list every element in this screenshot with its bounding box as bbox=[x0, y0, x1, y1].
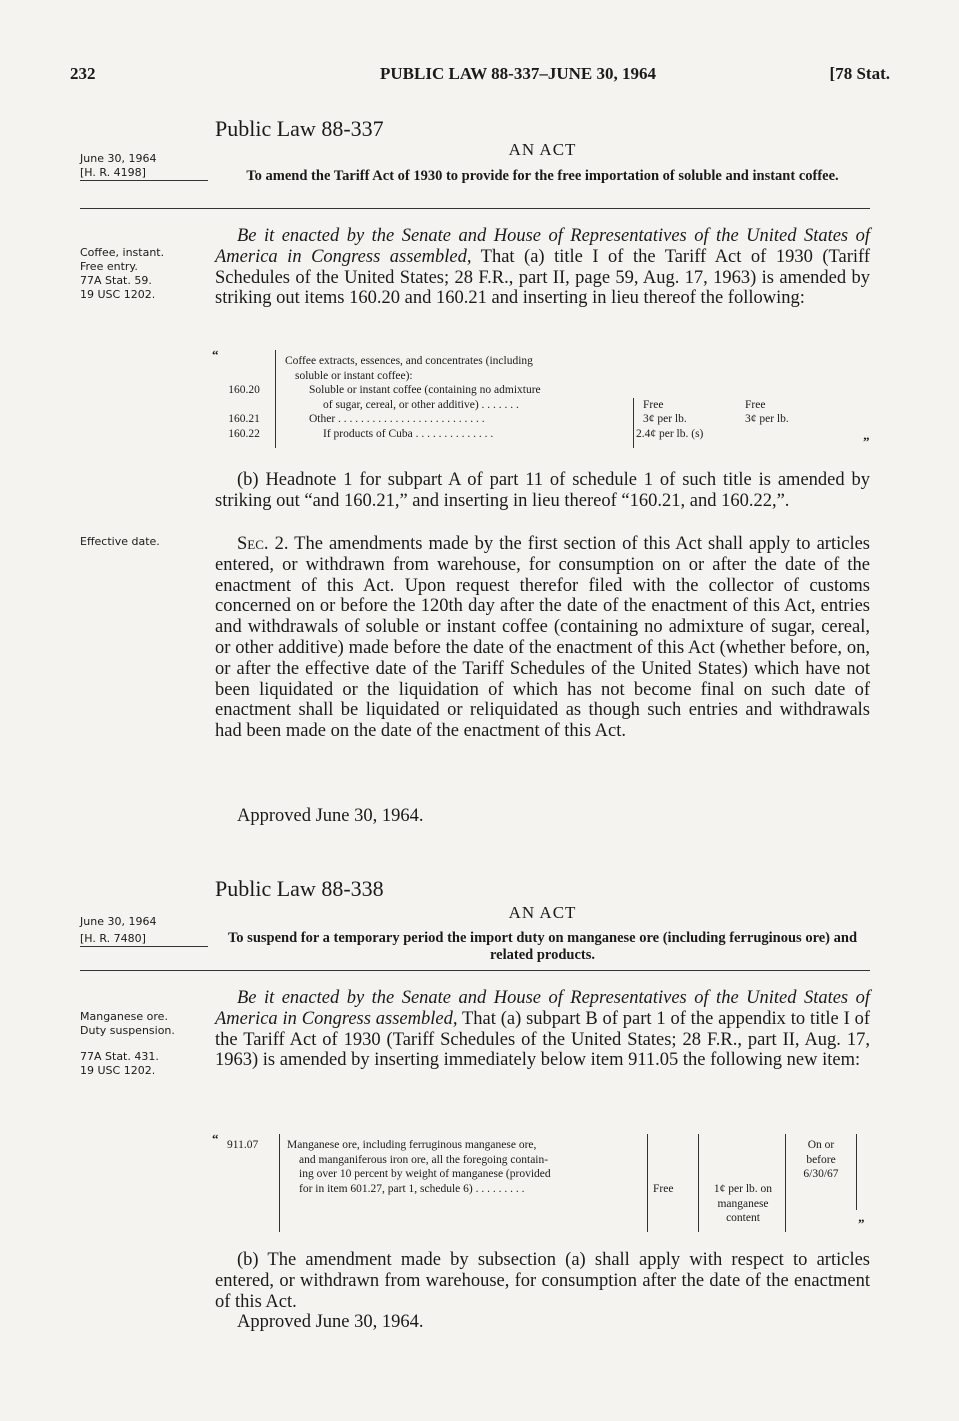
law2-an-act: AN ACT bbox=[508, 903, 577, 922]
law1-enacting-clause bbox=[215, 226, 870, 309]
law1-tariff-table bbox=[212, 347, 870, 450]
page-number: 232 bbox=[70, 64, 96, 83]
law1-act-title: To amend the Tariff Act of 1930 to provide for the free importation of soluble and instant coffee. bbox=[246, 168, 839, 184]
law2-approved: Approved June 30, 1964. bbox=[237, 1312, 424, 1332]
item-description: Soluble or instant coffee (containing no admixture bbox=[309, 384, 541, 396]
section-label: Sec. 2. bbox=[237, 534, 289, 554]
close-quote: ” bbox=[858, 1216, 865, 1231]
item-description bbox=[287, 1138, 647, 1196]
open-quote: “ bbox=[212, 1131, 219, 1146]
rate-line: content bbox=[726, 1212, 760, 1224]
enacting-italic: Be it enacted by the Senate and House of Representatives of the United States of America in Congress assembled, bbox=[215, 226, 870, 267]
rate-col1: 3¢ per lb. bbox=[643, 413, 687, 425]
margin-line: 77A Stat. 59. bbox=[80, 274, 152, 287]
margin-line: Coffee, instant. bbox=[80, 246, 165, 259]
enacting-text: That (a) title I of the Tariff Act of 1930 (Tariff Schedules of the United States; 28 F.R., part II, page 59, Aug. 17, 1963) is amended by striking out items 160.20 and 160.21 and inserting in lieu thereof the following: bbox=[215, 246, 870, 309]
table-rule bbox=[856, 1134, 857, 1210]
law1-margin-date: June 30, 1964 bbox=[80, 152, 157, 165]
item-number: 160.21 bbox=[228, 413, 260, 425]
law2-margin-note bbox=[80, 1010, 210, 1038]
rate-col2 bbox=[703, 1182, 783, 1226]
law2-margin-hr: [H. R. 7480] bbox=[80, 932, 208, 947]
item-number: 911.07 bbox=[227, 1139, 259, 1151]
description-line: Manganese ore, including ferruginous manganese ore, bbox=[287, 1139, 537, 1151]
running-header bbox=[70, 64, 890, 88]
margin-line: Duty suspension. bbox=[80, 1024, 175, 1037]
enacting-italic: Be it enacted by the Senate and House of Representatives of the United States of America in Congress assembled, bbox=[215, 988, 870, 1029]
law1-divider bbox=[80, 208, 870, 209]
law1-approved: Approved June 30, 1964. bbox=[237, 806, 424, 826]
rate-col1: 2.4¢ per lb. (s) bbox=[636, 427, 704, 440]
table-row bbox=[215, 398, 870, 413]
law2-margin-date: June 30, 1964 bbox=[80, 915, 157, 928]
table-row bbox=[215, 369, 870, 384]
law1-paragraph-b bbox=[215, 470, 870, 512]
item-number: 160.20 bbox=[228, 384, 260, 396]
table-rule bbox=[647, 1134, 648, 1232]
margin-line: 77A Stat. 431. bbox=[80, 1050, 159, 1063]
running-title: PUBLIC LAW 88-337–JUNE 30, 1964 bbox=[380, 64, 656, 83]
item-description: soluble or instant coffee): bbox=[295, 369, 413, 382]
law2-divider bbox=[80, 970, 870, 971]
rate-col2: Free bbox=[745, 398, 766, 411]
rate-line: manganese bbox=[717, 1197, 769, 1210]
law2-tariff-table bbox=[212, 1131, 870, 1234]
close-quote: ” bbox=[863, 434, 870, 449]
period-line: 6/30/67 bbox=[803, 1168, 839, 1180]
law2-enacting-clause bbox=[215, 988, 870, 1071]
item-description: If products of Cuba . . . . . . . . . . . . . . bbox=[323, 427, 494, 440]
item-description: Coffee extracts, essences, and concentrates (including bbox=[285, 355, 533, 367]
margin-line: 19 USC 1202. bbox=[80, 288, 156, 301]
description-line: and manganiferous iron ore, all the foregoing contain- bbox=[299, 1153, 549, 1166]
law1-section-2 bbox=[215, 534, 870, 742]
table-row bbox=[215, 412, 870, 427]
table-rule bbox=[785, 1134, 786, 1232]
table-row bbox=[215, 354, 870, 369]
paragraph-b-text: (b) Headnote 1 for subpart A of part 11 of schedule 1 of such title is amended by striking out “and 160.21,” and inserting in lieu thereof “160.21, and 160.22,”. bbox=[215, 470, 870, 511]
table-rule bbox=[279, 1134, 280, 1232]
period-line: On or bbox=[807, 1139, 835, 1151]
effective-period bbox=[787, 1138, 855, 1182]
law1-margin-hr: [H. R. 4198] bbox=[80, 166, 208, 181]
law2-title: Public Law 88-338 bbox=[215, 876, 384, 901]
table-row bbox=[215, 383, 870, 398]
law2-paragraph-b bbox=[215, 1250, 870, 1312]
law2-act-title: To suspend for a temporary period the import duty on manganese ore (including ferruginous ore) and related products. bbox=[227, 930, 858, 963]
law1-title: Public Law 88-337 bbox=[215, 116, 384, 141]
enacting-text: That (a) subpart B of part 1 of the appendix to title I of the Tariff Act of 1930 (Tariff Schedules of the United States; 28 F.R., part II, Aug. 17, 1963) is amended by inserting immediately below item 911.05 the following new item: bbox=[215, 1008, 870, 1071]
margin-line: Free entry. bbox=[80, 260, 138, 273]
section-text: The amendments made by the first section of this Act shall apply to articles entered, or withdrawn from warehouse, for consumption on or after the date of the enactment of this Act. Upon request therefor filed with the collector of customs concerned on or before the 120th day after the date of the enactment of this Act, entries and withdrawals of soluble or instant coffee (containing no admixture of sugar, cereal, or other additive) made before the date of the enactment of this Act (whether before, on, or after the effective date of the Tariff Schedules of the United States) which have not been liquidated or the liquidation of which has not become final on such date of enactment shall be liquidated or reliquidated as though such entries and withdrawals had been made on the date of the enactment of this Act. bbox=[215, 534, 871, 742]
law1-margin-effective: Effective date. bbox=[80, 535, 160, 548]
table-rule bbox=[698, 1134, 699, 1232]
description-line: for in item 601.27, part 1, schedule 6) . . . . . . . . . bbox=[299, 1182, 525, 1195]
stat-reference: [78 Stat. bbox=[829, 64, 890, 83]
law1-an-act: AN ACT bbox=[508, 140, 577, 159]
item-number: 160.22 bbox=[228, 427, 260, 440]
rate-col2: 3¢ per lb. bbox=[745, 413, 789, 425]
rate-col1: Free bbox=[643, 398, 664, 411]
rate-line: 1¢ per lb. on bbox=[713, 1183, 773, 1195]
period-line: before bbox=[806, 1153, 836, 1166]
paragraph-b-text: (b) The amendment made by subsection (a) shall apply with respect to articles entered, or withdrawn from warehouse, for consumption after the date of the enactment of this Act. bbox=[215, 1250, 870, 1312]
margin-line: 19 USC 1202. bbox=[80, 1064, 156, 1077]
margin-line: Manganese ore. bbox=[80, 1010, 168, 1023]
law1-margin-note bbox=[80, 246, 210, 302]
law2-margin-statute bbox=[80, 1050, 210, 1078]
table-row bbox=[215, 427, 870, 442]
open-quote: “ bbox=[212, 347, 219, 362]
item-description: of sugar, cereal, or other additive) . . . . . . . bbox=[323, 398, 519, 411]
rate-col1: Free bbox=[653, 1183, 674, 1195]
item-description: Other . . . . . . . . . . . . . . . . . . . . . . . . . . bbox=[309, 413, 485, 425]
description-line: ing over 10 percent by weight of manganese (provided bbox=[299, 1168, 551, 1180]
